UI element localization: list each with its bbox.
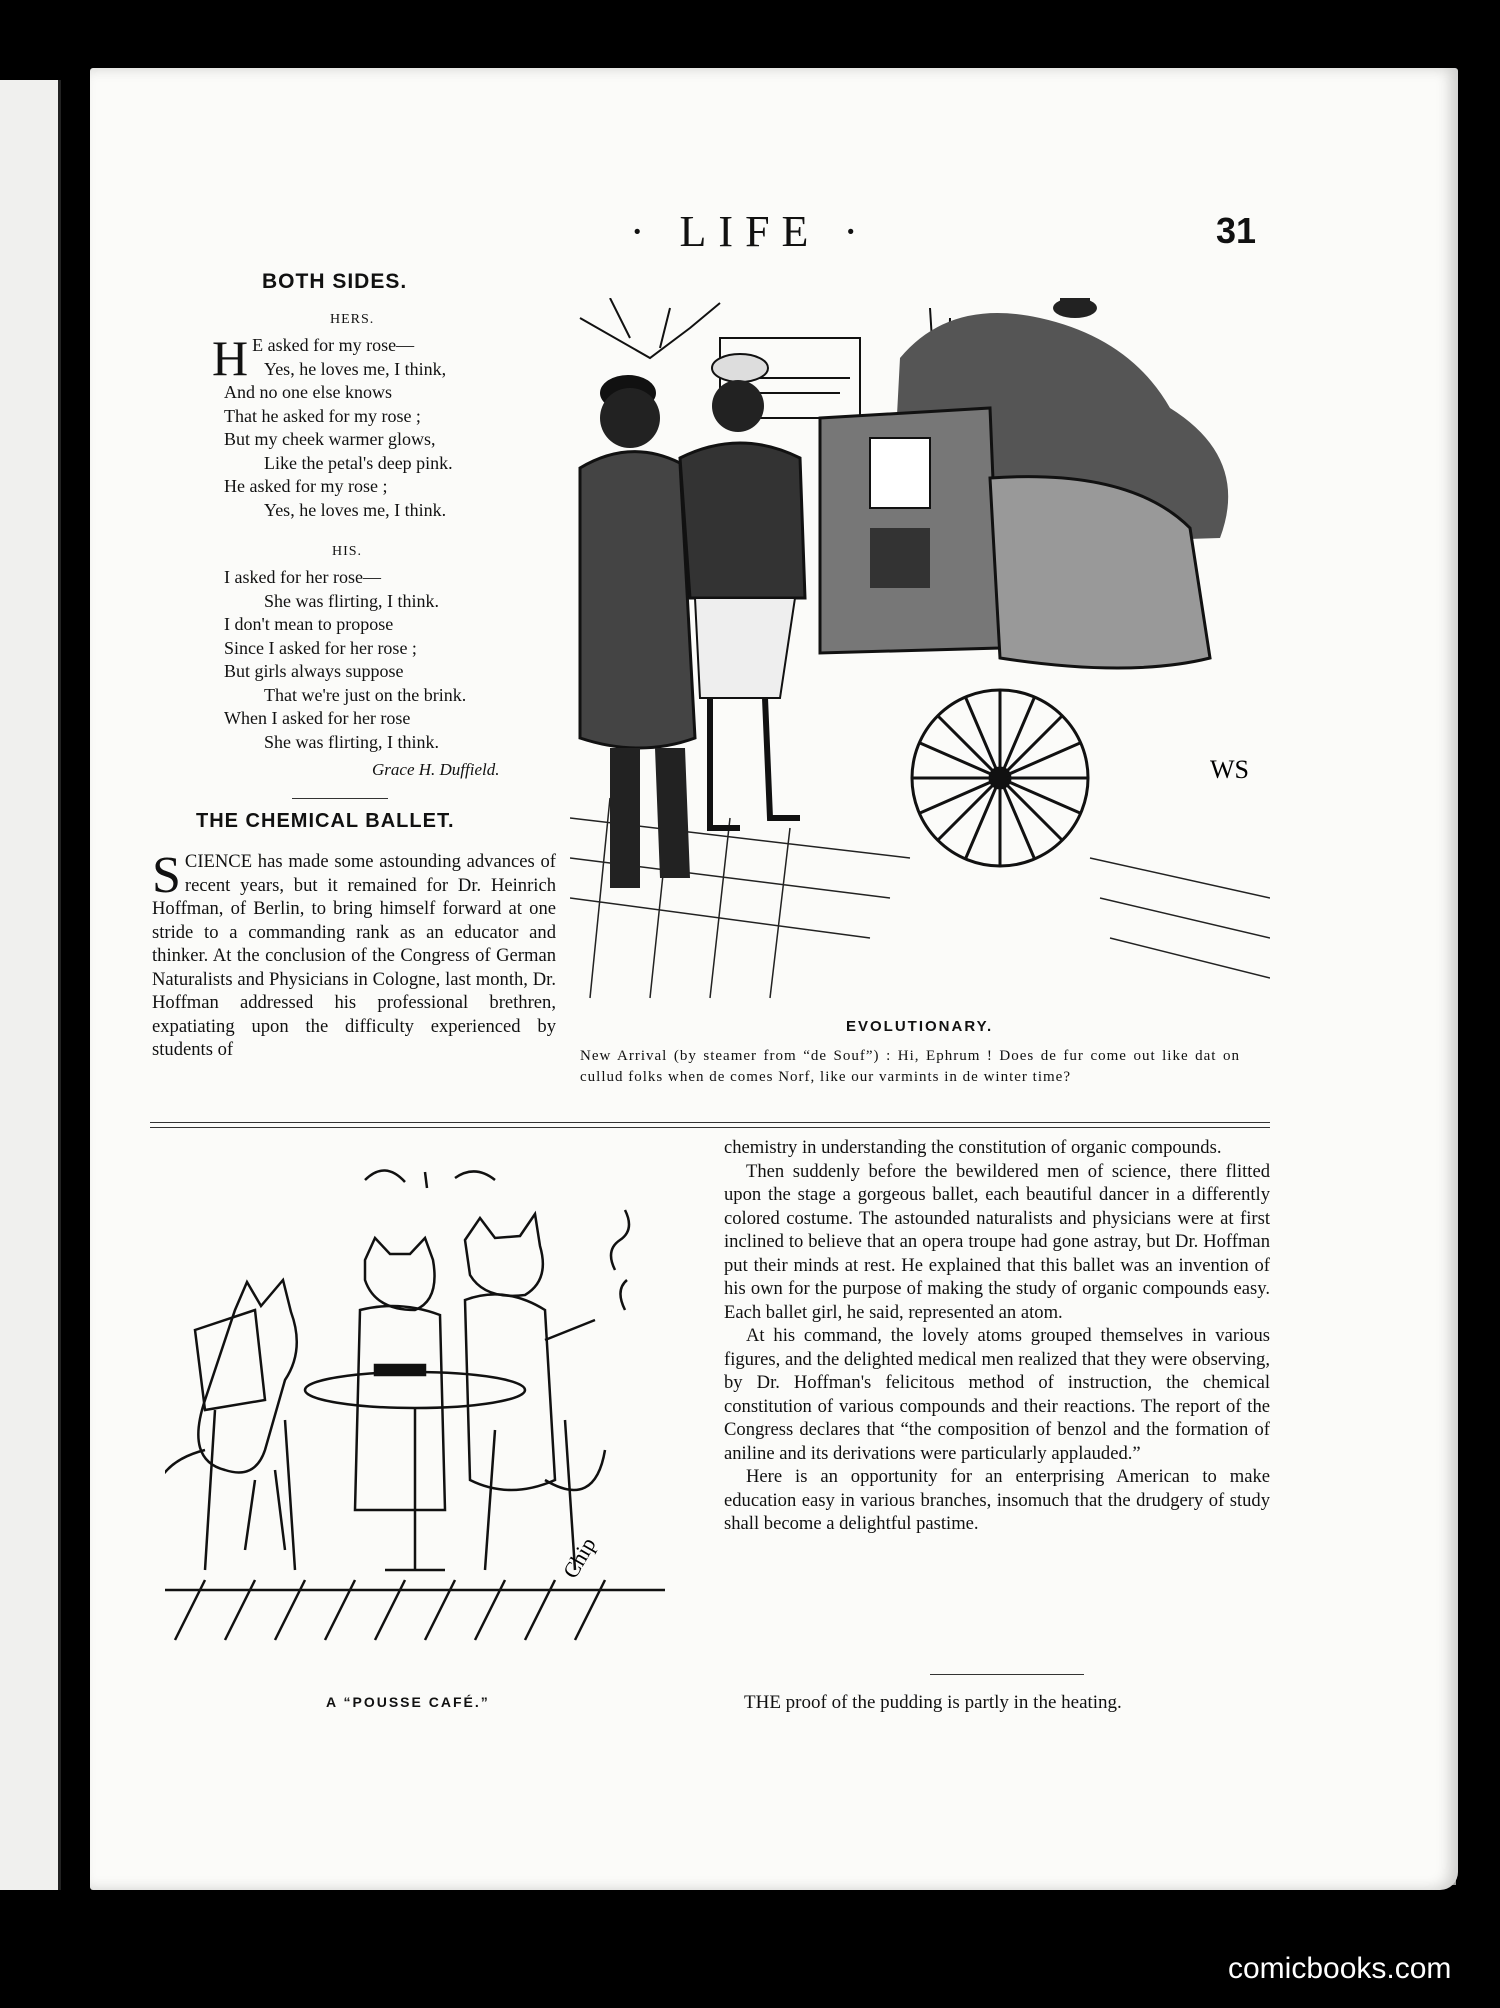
article-column-2 [724,1136,1270,1536]
hers-label: HERS. [330,312,375,327]
article-dropcap: S [152,847,181,904]
poem-line: That we're just on the brink. [264,684,467,705]
previous-page-edge [0,80,61,1890]
poem-line: Yes, he loves me, I think, [264,358,447,379]
poem-line: And no one else knows [224,382,392,402]
his-label: HIS. [332,544,363,559]
poem-line: E asked for my rose— [252,335,415,355]
article-paragraph: Here is an opportunity for an enterprising American to make education easy in various branches, insomuch that the drudgery of study shall become a delightful pastime. [724,1466,1270,1534]
article-paragraph: chemistry in understanding the constitution of organic compounds. [724,1137,1222,1158]
evolutionary-illustration [570,298,1270,1020]
poem-title: BOTH SIDES. [262,270,408,293]
article-paragraph: At his command, the lovely atoms grouped themselves in various figures, and the delighted medical men realized that they were observing, by Dr. Hoffman's felicitous method of instruction, the chemical constitution of various compounds and their reactions. The report of the Congress declares that “the composition of benzol and the formation of aniline and its derivations were particularly applauded.” [724,1325,1270,1464]
pousse-cafe-illustration [165,1150,700,1650]
divider [930,1674,1084,1675]
section-divider [150,1122,1270,1128]
divider [292,798,388,799]
poem-line: Like the petal's deep pink. [264,452,453,473]
illustration-1-caption: EVOLUTIONARY. [846,1018,994,1035]
poem-author: Grace H. Duffield. [372,760,500,779]
poem-line: When I asked for her rose [224,708,411,728]
poem-line: That he asked for my rose ; [224,405,421,426]
poem-line: He asked for my rose ; [224,476,388,496]
illustration-signature: Chip [557,1532,601,1583]
masthead: · LIFE · [629,207,871,256]
article-paragraph: Then suddenly before the bewildered men of science, there flitted upon the stage a gorgeous ballet, each beautiful dancer in a differently colored costume. The astounded naturalists and physicians were at first inclined to believe that an opera troupe had gone astray, but Dr. Hoffman put their minds at rest. He explained that this ballet was an invention of his own for the purpose of making the study of organic compounds easy. Each ballet girl, he said, represented an atom. [724,1160,1270,1323]
filler-line: THE proof of the pudding is partly in the heating. [744,1692,1122,1713]
poem-dropcap: H [212,330,249,386]
poem-line: Yes, he loves me, I think. [264,499,447,520]
poem-line: She was flirting, I think. [264,590,439,611]
poem-line: She was flirting, I think. [264,731,439,752]
poem-line: I asked for her rose— [224,567,381,587]
article-title: THE CHEMICAL BALLET. [196,810,455,832]
illustration-signature: WS [1210,755,1249,784]
poem-hers-stanza [212,330,554,522]
poem-his-stanza [224,566,554,754]
poem-line: But girls always suppose [224,661,404,681]
article-column-1 [152,847,556,1062]
article-text: CIENCE has made some astounding advances of recent years, but it remained for Dr. Heinrich Hoffman, of Berlin, to bring himself forward at one stride to a commanding rank as an educator and thinker. At the conclusion of the Congress of German Naturalists and Physicians in Cologne, last month, Dr. Hoffman addressed his professional brethren, expatiating upon the difficulty experienced by students of [152,851,556,1060]
illustration-1-dialogue: New Arrival (by steamer from “de Souf”) : Hi, Ephrum ! Does de fur come out like dat on cullud folks when de comes Norf, like our varmints in de winter time? [580,1048,1240,1085]
watermark: comicbooks.com [1228,1952,1452,1985]
illustration-2-caption: A “POUSSE CAFÉ.” [326,1694,490,1710]
poem-line: I don't mean to propose [224,614,394,634]
poem-line: But my cheek warmer glows, [224,429,436,449]
poem-line: Since I asked for her rose ; [224,637,417,658]
page-number: 31 [1216,210,1257,251]
